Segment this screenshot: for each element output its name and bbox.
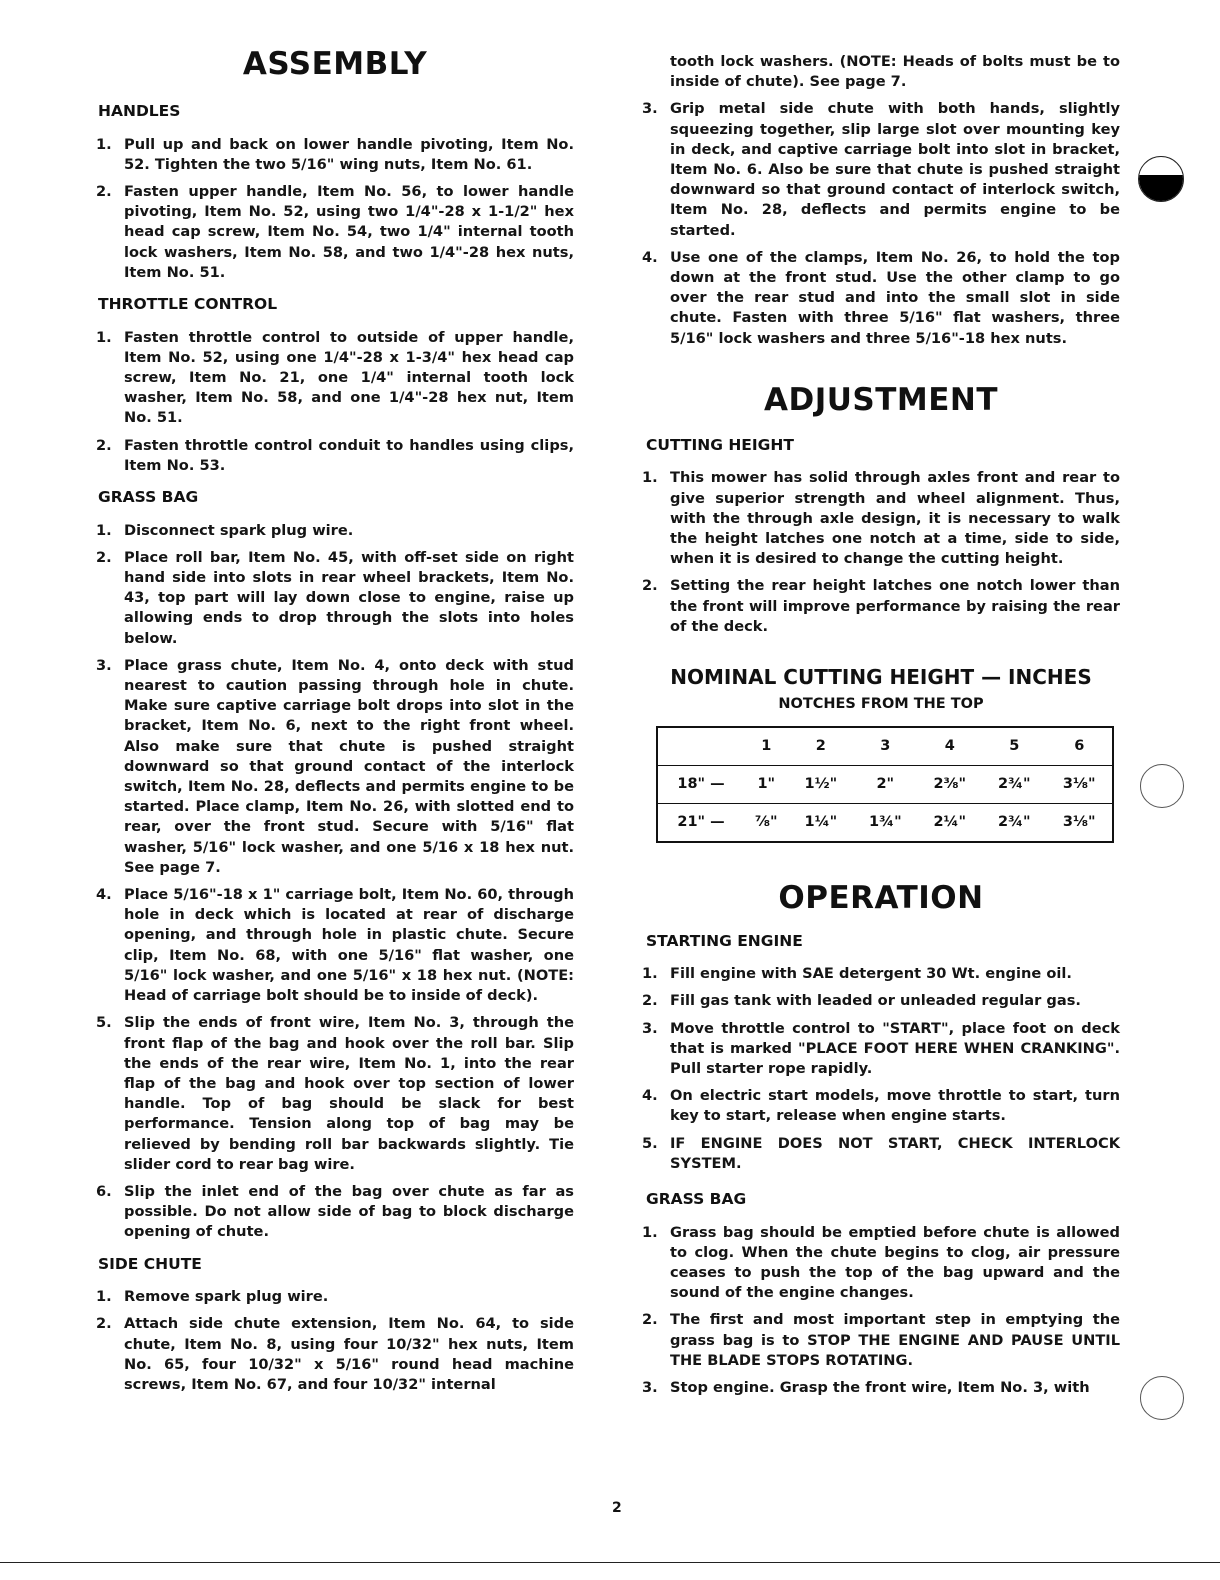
step-number: 1. (642, 965, 658, 983)
side-chute-steps-right (642, 52, 1120, 349)
step-text: Use one of the clamps, Item No. 26, to hold the top down at the front stud. Use the other clamp to go over the rear stud and into the small slot in side chute. Fasten with three 5/16" flat washers, three 5/16" lock washers and three 5/16"-18 hex nuts. (670, 248, 1120, 347)
step-number: 2. (642, 577, 658, 595)
step-number: 2. (96, 548, 112, 566)
side-chute-heading: SIDE CHUTE (98, 1254, 202, 1273)
list-item (642, 1378, 1120, 1398)
handles-steps (96, 135, 574, 283)
list-item (96, 436, 574, 476)
table-header-blank (657, 727, 744, 766)
table-col-header: 1 (744, 727, 789, 766)
grass-bag-heading: GRASS BAG (98, 488, 199, 507)
step-number: 4. (642, 1087, 658, 1105)
step-number: 2. (642, 992, 658, 1010)
starting-engine-steps (642, 964, 1120, 1174)
step-number: 5. (96, 1014, 112, 1032)
list-item (642, 964, 1120, 984)
step-text: Fill engine with SAE detergent 30 Wt. engine oil. (670, 965, 1072, 983)
step-text: This mower has solid through axles front and rear to give superior strength and wheel alignment. Thus, with the through axle design, it is necessary to walk the height latches one notch at a time, side to side, when it is desired to change the cutting height. (670, 469, 1120, 568)
list-item (642, 576, 1120, 637)
list-item (642, 991, 1120, 1011)
list-item (96, 135, 574, 175)
table-row (657, 803, 1113, 842)
list-item (96, 885, 574, 1006)
step-number: 2. (642, 1311, 658, 1329)
cutting-height-table (656, 726, 1114, 843)
step-number: 1. (96, 1288, 112, 1306)
assembly-title: ASSEMBLY (242, 46, 428, 82)
step-text: Move throttle control to "START", place foot on deck that is marked "PLACE FOOT HERE WHEN CRANKING". Pull starter rope rapidly. (670, 1019, 1120, 1077)
list-item (96, 1182, 574, 1243)
list-item (642, 52, 1120, 92)
step-number: 6. (96, 1182, 112, 1200)
table-cell: 3⅛" (1062, 814, 1096, 831)
step-number: 2. (96, 183, 112, 200)
step-text: tooth lock washers. (NOTE: Heads of bolts must be to inside of chute). See page 7. (670, 53, 1120, 91)
table-cell: 2¾" (982, 765, 1046, 803)
step-number: 5. (642, 1134, 658, 1152)
table-col-header: 6 (1047, 727, 1113, 766)
step-number: 4. (642, 248, 658, 266)
operation-title: OPERATION (778, 879, 984, 916)
bottom-rule (0, 1562, 1220, 1563)
table-row-label: 18" — (657, 765, 744, 803)
table-col-header: 2 (789, 727, 853, 766)
table-cell: 2" (853, 765, 917, 803)
table-row (657, 765, 1113, 803)
step-number: 1. (96, 135, 112, 153)
step-number: 3. (642, 1379, 658, 1396)
list-item (96, 548, 574, 649)
list-item (96, 1013, 574, 1175)
step-text: IF ENGINE DOES NOT START, CHECK INTERLOCK SYSTEM. (670, 1134, 1120, 1172)
handles-heading: HANDLES (98, 102, 181, 120)
cutting-table-subtitle: NOTCHES FROM THE TOP (778, 696, 984, 713)
cutting-height-heading: CUTTING HEIGHT (646, 435, 794, 454)
list-item (642, 1310, 1120, 1371)
step-text: Stop engine. Grasp the front wire, Item No. 3, with (670, 1379, 1090, 1396)
table-header-row (657, 727, 1113, 766)
step-text: Place 5/16"-18 x 1" carriage bolt, Item No. 60, through hole in deck which is located at rear of discharge opening, and through hole in plastic chute. Secure clip, Item No. 68, with one 5/16" flat washer, one 5/16" lock washer, and one 5/16" x 18 hex nut. (NOTE: Head of carriage bolt should be to inside of deck). (124, 886, 574, 1005)
step-text: Attach side chute extension, Item No. 64, to side chute, Item No. 8, using four 10/32" hex nuts, Item No. 65, four 10/32" x 5/16" round head machine screws, Item No. 67, and four 10/32" internal (124, 1315, 574, 1393)
step-number: 1. (642, 469, 658, 487)
step-text: Disconnect spark plug wire. (124, 521, 354, 539)
step-text: Fasten throttle control conduit to handles using clips, Item No. 53. (124, 436, 574, 474)
table-col-header: 3 (853, 727, 917, 766)
list-item (96, 1314, 574, 1395)
list-item (642, 99, 1120, 240)
step-text: Setting the rear height latches one notch lower than the front will improve performance by raising the rear of the deck. (670, 577, 1120, 635)
operation-grass-bag-heading: GRASS BAG (646, 1189, 747, 1208)
step-number: 2. (96, 436, 112, 454)
list-item (96, 328, 574, 429)
list-item (642, 1019, 1120, 1080)
step-text: Grass bag should be emptied before chute is allowed to clog. When the chute begins to clog, air pressure ceases to push the top of the bag upward and the sound of the engine changes. (670, 1223, 1120, 1302)
side-chute-steps-left (96, 1287, 574, 1395)
grass-bag-steps (96, 521, 574, 1243)
step-number: 1. (96, 521, 112, 539)
table-cell: 3⅛" (1047, 765, 1113, 803)
table-cell: 1½" (789, 765, 853, 803)
page-number: 2 (612, 1500, 622, 1516)
list-item (96, 521, 574, 541)
step-text: Slip the inlet end of the bag over chute as far as possible. Do not allow side of bag to block discharge opening of chute. (124, 1182, 574, 1241)
step-number: 2. (96, 1315, 112, 1333)
list-item (642, 248, 1120, 349)
binder-hole (1140, 764, 1184, 808)
table-cell: 2¼" (933, 814, 967, 831)
operation-grass-bag-steps (642, 1223, 1120, 1399)
table-col-header: 4 (918, 727, 982, 766)
table-cell: 1¼" (804, 814, 838, 831)
list-item (96, 182, 574, 283)
list-item (642, 1134, 1120, 1174)
adjustment-title: ADJUSTMENT (763, 381, 999, 418)
table-cell: 1" (744, 765, 789, 803)
cutting-height-steps (642, 468, 1120, 637)
step-text: Remove spark plug wire. (124, 1288, 329, 1306)
throttle-steps (96, 328, 574, 476)
list-item (96, 656, 574, 878)
starting-engine-heading: STARTING ENGINE (646, 931, 803, 950)
list-item (96, 1287, 574, 1307)
step-text: Fasten upper handle, Item No. 56, to lower handle pivoting, Item No. 52, using two 1/4"-28 x 1-1/2" hex head cap screw, Item No. 54, two 1/4" internal tooth lock washers, Item No. 58, and two 1/4"-28 hex nuts, Item No. 51. (124, 183, 574, 281)
step-text: Fill gas tank with leaded or unleaded regular gas. (670, 992, 1081, 1010)
step-number: 3. (96, 656, 112, 674)
step-text: Slip the ends of front wire, Item No. 3, through the front flap of the bag and hook over the roll bar. Slip the ends of the rear wire, Item No. 1, into the rear flap of the bag and hook over top section of lower handle. Top of bag should be slack for best performance. Tension along top of bag may be relieved by bending roll bar backwards slightly. Tie slider cord to rear bag wire. (124, 1014, 574, 1173)
binder-hole (1140, 1376, 1184, 1420)
table-cell: 2⅜" (918, 765, 982, 803)
table-cell: ⅞" (755, 814, 778, 831)
table-cell: 1¾" (868, 814, 902, 831)
binder-hole-filled (1138, 156, 1184, 202)
list-item (642, 1223, 1120, 1304)
step-text: Fasten throttle control to outside of upper handle, Item No. 52, using one 1/4"-28 x 1-3/4" hex head cap screw, Item No. 21, one 1/4" internal tooth lock washer, Item No. 58, and one 1/4"-28 hex nut, Item No. 51. (124, 328, 574, 427)
list-item (642, 468, 1120, 569)
throttle-heading: THROTTLE CONTROL (98, 295, 278, 314)
step-text: Grip metal side chute with both hands, slightly squeezing together, slip large slot over mounting key in deck, and captive carriage bolt into slot in bracket, Item No. 6. Also be sure that chute is pushed straight downward so that ground contact of interlock switch, Item No. 28, deflects and permits engine to be started. (670, 100, 1120, 239)
step-text: On electric start models, move throttle to start, turn key to start, release when engine starts. (670, 1087, 1120, 1125)
list-item (642, 1086, 1120, 1126)
table-col-header: 5 (982, 727, 1046, 766)
step-number: 1. (96, 328, 112, 346)
cutting-table-title: NOMINAL CUTTING HEIGHT — INCHES (670, 665, 1092, 690)
step-text: Place grass chute, Item No. 4, onto deck with stud nearest to caution passing through hole in chute. Make sure captive carriage bolt drops into slot in the bracket, Item No. 6, next to the right front wheel. Also make sure that chute is pushed straight downward so that ground contact of the interlock switch, Item No. 28, deflects and permits engine to be started. Place clamp, Item No. 26, with slotted end to rear, over the front stud. Secure with 5/16" flat washer, 5/16" lock washer, and one 5/16 x 18 hex nut. See page 7. (124, 656, 574, 876)
table-row-label: 21" — (677, 814, 725, 831)
step-number: 3. (642, 100, 658, 118)
step-number: 3. (642, 1019, 658, 1037)
step-text: Place roll bar, Item No. 45, with off-set side on right hand side into slots in rear wheel brackets, Item No. 43, top part will lay down close to engine, raise up allowing ends to drop through the slots into holes below. (124, 548, 574, 647)
step-number: 4. (96, 886, 112, 904)
left-column (96, 40, 574, 1402)
step-text: The first and most important step in emptying the grass bag is to STOP THE ENGINE AND PAUSE UNTIL THE BLADE STOPS ROTATING. (670, 1311, 1120, 1369)
step-number: 1. (642, 1223, 658, 1241)
right-column (642, 52, 1120, 1405)
step-text: Pull up and back on lower handle pivoting, Item No. 52. Tighten the two 5/16" wing nuts, Item No. 61. (124, 135, 574, 173)
table-cell: 2¾" (997, 814, 1031, 831)
